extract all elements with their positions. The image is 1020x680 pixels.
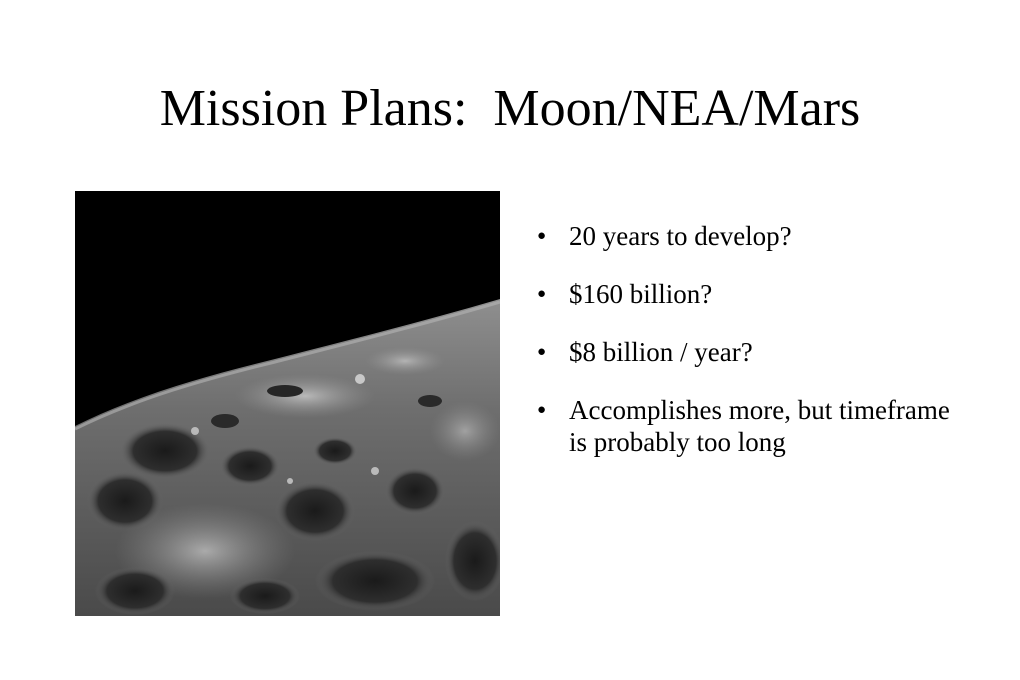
bullet-icon: ● <box>537 344 547 360</box>
bullet-icon: ● <box>537 286 547 302</box>
bullet-item <box>537 394 957 458</box>
bullet-item <box>537 220 957 252</box>
bullet-icon: ● <box>537 402 547 418</box>
moon-surface-image <box>75 191 500 616</box>
bullet-text: Accomplishes more, but timeframe is probably too long <box>569 395 950 457</box>
bullet-item <box>537 278 957 310</box>
bullet-text: $8 billion / year? <box>569 337 753 367</box>
bullet-icon: ● <box>537 228 547 244</box>
bullet-item <box>537 336 957 368</box>
bullet-list <box>537 220 957 484</box>
slide-title: Mission Plans: Moon/NEA/Mars <box>159 80 861 137</box>
bullet-text: $160 billion? <box>569 279 713 309</box>
moon-surface-photo <box>75 191 500 616</box>
bullet-text: 20 years to develop? <box>569 221 792 251</box>
